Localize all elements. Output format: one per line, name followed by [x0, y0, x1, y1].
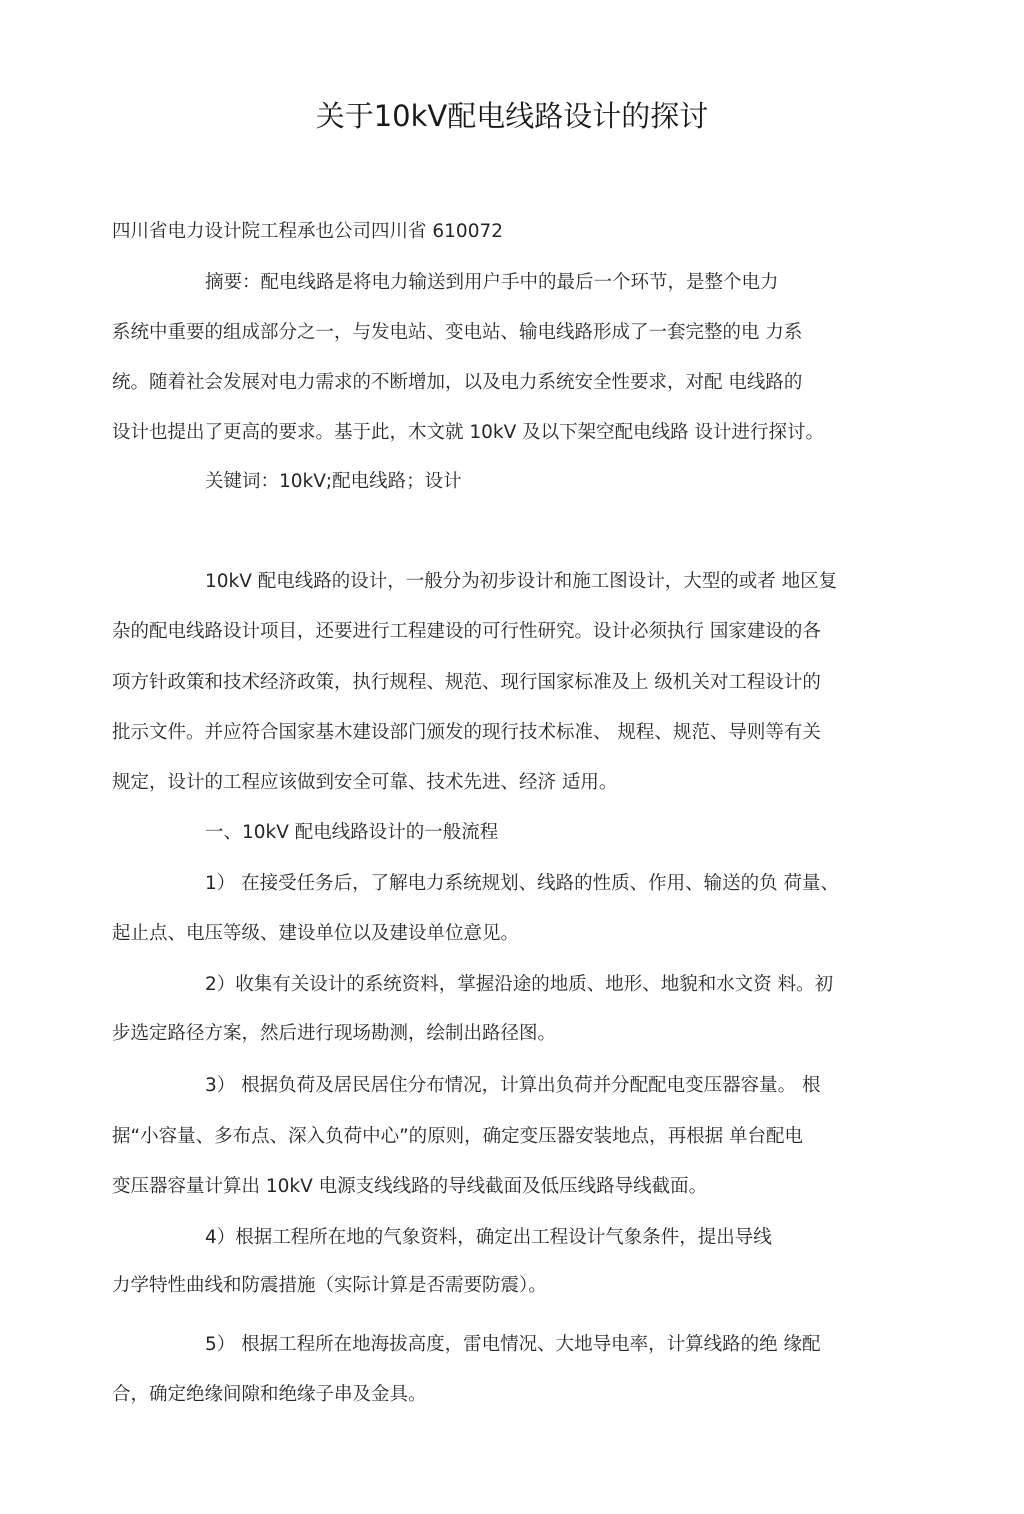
- intro-line: 规定，设计的工程应该做到安全可靠、技术先进、经济 适用。: [112, 772, 618, 793]
- abstract-line: 系统中重要的组成部分之一，与发电站、变电站、输电线路形成了一套完整的电 力系: [112, 322, 803, 343]
- abstract-line: 统。随着社会发展对电力需求的不断增加，以及电力系统安全性要求，对配 电线路的: [112, 372, 803, 393]
- list-item-line: 合，确定绝缘间隙和绝缘子串及金具。: [112, 1384, 427, 1405]
- section-heading: 一、10kV 配电线路设计的一般流程: [205, 822, 499, 843]
- intro-line: 10kV 配电线路的设计，一般分为初步设计和施工图设计，大型的或者 地区复: [205, 571, 838, 592]
- author-affiliation: 四川省电力设计院工程承也公司四川省 610072: [112, 221, 504, 242]
- abstract-line: 设计也提出了更高的要求。基于此，木文就 10kV 及以下架空配电线路 设计进行探讨。: [112, 422, 825, 443]
- keywords: 关键词：10kV;配电线路；设计: [205, 471, 462, 492]
- intro-line: 批示文件。并应符合国家基木建设部门颁发的现行技术标准、 规程、规范、导则等有关: [112, 722, 821, 743]
- intro-line: 杂的配电线路设计项目，还要进行工程建设的可行性研究。设计必须执行 国家建设的各: [112, 621, 821, 642]
- list-item-line: 1） 在接受任务后，了解电力系统规划、线路的性质、作用、输送的负 荷量、: [205, 873, 840, 894]
- list-item-line: 起止点、电压等级、建设单位以及建设单位意见。: [112, 923, 520, 944]
- document-title: 关于10kV配电线路设计的探讨: [315, 99, 709, 133]
- list-item-line: 4）根据工程所在地的气象资料，确定出工程设计气象条件，提出导线: [205, 1227, 772, 1248]
- list-item-line: 据“小容量、多布点、深入负荷中心”的原则，确定变压器安装地点，再根据 单台配电: [112, 1126, 804, 1147]
- list-item-line: 变压器容量计算出 10kV 电源支线线路的导线截面及低压线路导线截面。: [112, 1176, 708, 1197]
- abstract-line: 摘要：配电线路是将电力输送到用户手中的最后一个环节，是整个电力: [205, 272, 779, 293]
- list-item-line: 步选定路径方案，然后进行现场勘测，绘制出路径图。: [112, 1023, 557, 1044]
- intro-line: 项方针政策和技术经济政策，执行规程、规范、现行国家标准及上 级机关对工程设计的: [112, 672, 821, 693]
- list-item-line: 5） 根据工程所在地海拔高度，雷电情况、大地导电率，计算线路的绝 缘配: [205, 1334, 821, 1355]
- list-item-line: 2）收集有关设计的系统资料，掌握沿途的地质、地形、地貌和水文资 料。初: [205, 974, 834, 995]
- list-item-line: 3） 根据负荷及居民居住分布情况，计算出负荷并分配配电变压器容量。 根: [205, 1075, 821, 1096]
- list-item-line: 力学特性曲线和防震措施（实际计算是否需要防震）。: [112, 1275, 547, 1296]
